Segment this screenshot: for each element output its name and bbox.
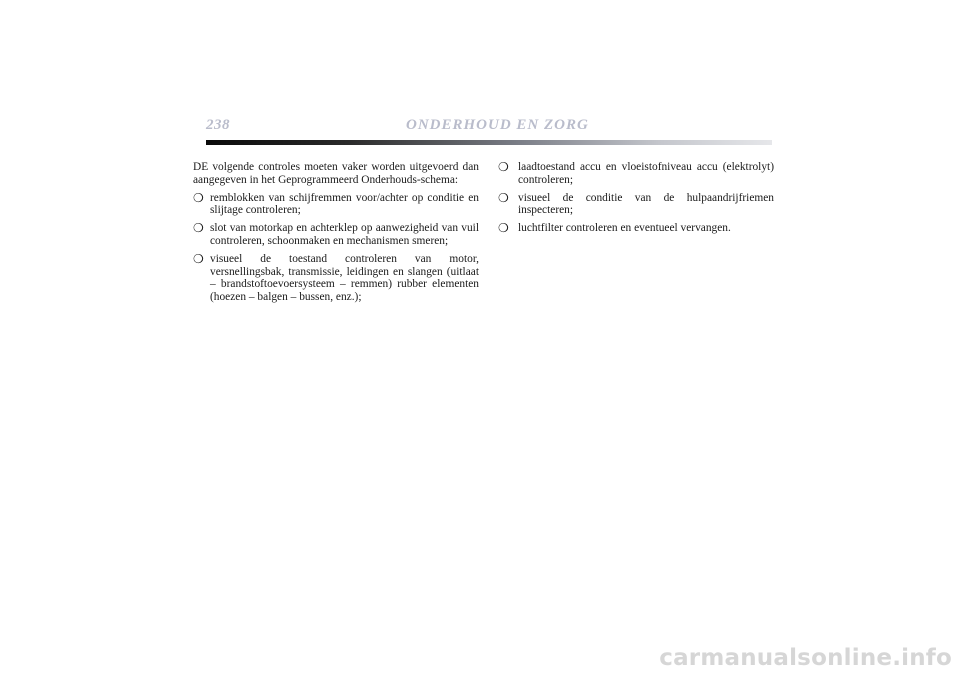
list-item bbox=[193, 192, 479, 218]
list-item-text: laadtoestand accu en vloeistofniveau accu (elektrolyt) controleren; bbox=[518, 161, 774, 186]
circle-bullet-icon: ❍ bbox=[193, 251, 204, 266]
list-item-text: luchtfilter controleren en eventueel vervangen. bbox=[518, 222, 731, 235]
circle-bullet-icon: ❍ bbox=[193, 190, 204, 205]
list-item bbox=[193, 222, 479, 248]
list-item bbox=[498, 222, 774, 235]
circle-bullet-icon: ❍ bbox=[193, 221, 204, 236]
right-column bbox=[498, 161, 774, 235]
header-rule bbox=[206, 140, 772, 145]
list-item-text: remblokken van schijfremmen voor/achter op conditie en slijtage controleren; bbox=[210, 191, 479, 217]
site-watermark: carmanualsonline.info bbox=[659, 645, 952, 671]
list-item bbox=[498, 192, 774, 218]
list-item-text: visueel de conditie van de hulpaandrijfriemen inspecteren; bbox=[518, 191, 774, 217]
page-number: 238 bbox=[206, 117, 230, 133]
intro-paragraph: DE volgende controles moeten vaker worden uitgevoerd dan aangegeven in het Geprogrammeerd Onderhouds-schema: bbox=[193, 161, 479, 186]
left-column bbox=[193, 161, 479, 304]
list-item bbox=[498, 161, 774, 187]
right-checklist bbox=[498, 161, 774, 235]
list-item bbox=[193, 253, 479, 304]
circle-bullet-icon: ❍ bbox=[498, 160, 509, 174]
section-title: ONDERHOUD EN ZORG bbox=[406, 117, 589, 133]
circle-bullet-icon: ❍ bbox=[498, 221, 509, 236]
page-header bbox=[206, 117, 772, 147]
list-item-text: slot van motorkap en achterklep op aanwezigheid van vuil controleren, schoonmaken en mechanismen smeren; bbox=[210, 222, 479, 247]
left-checklist bbox=[193, 192, 479, 304]
circle-bullet-icon: ❍ bbox=[498, 190, 509, 205]
list-item-text: visueel de toestand controleren van motor, versnellingsbak, transmissie, leidingen en slangen (uitlaat – brandstoftoevoersysteem – remmen) rubber elementen (hoezen – balgen – bussen, enz.); bbox=[210, 252, 479, 304]
